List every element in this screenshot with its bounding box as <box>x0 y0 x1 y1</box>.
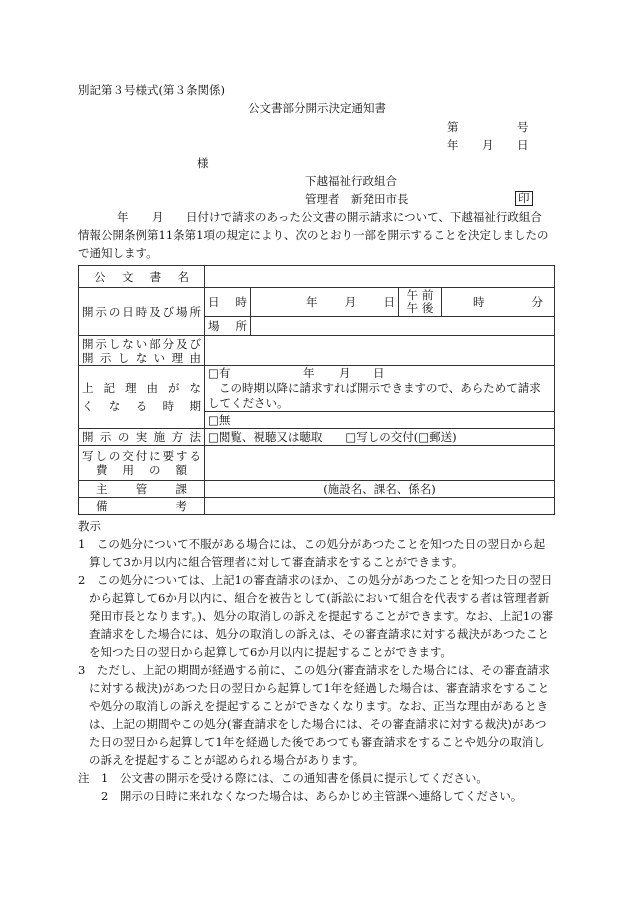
number-label-go: 号 <box>517 120 529 134</box>
datetime-time-field[interactable]: 時 分 <box>442 288 555 317</box>
note-item: 1 公文書の開示を受ける際には、この通知書を係員に提示してください。 <box>101 771 488 785</box>
undisclosed-reason-field[interactable] <box>205 336 555 366</box>
instruction-item: 1 この処分について不服がある場合には、この処分があつたことを知つた日の翌日から起算して3か月以内に組合管理者に対して審査請求をすることができます。 <box>78 537 546 569</box>
reason-end-yes-option[interactable]: □有 年 月 日 この時期以降に請求すれば開示できますので、あらためて請求 してください。 <box>205 366 555 412</box>
instructions-section <box>78 517 554 805</box>
remarks-field[interactable] <box>205 498 555 515</box>
label-remarks: 備考 <box>79 498 205 515</box>
label-copy-cost: 写しの交付に要する 費用の額 <box>79 446 205 481</box>
notes-section <box>78 769 554 805</box>
am-pm-selector[interactable]: 午 前 午 後 <box>399 288 442 317</box>
date-month-label: 月 <box>482 138 494 152</box>
organization-name: 下越福祉行政組合 <box>305 174 397 188</box>
number-label-dai: 第 <box>447 120 459 134</box>
responsible-dept-field[interactable]: (施設名、課名、係名) <box>205 481 555 498</box>
label-datetime-place: 開示の日時及び場所 <box>79 288 205 336</box>
label-place: 場 所 <box>205 317 251 336</box>
intro-line-3: で通知します。 <box>78 246 158 260</box>
label-disclosure-method: 開示の実施方法 <box>79 429 205 446</box>
copy-cost-field[interactable] <box>205 446 555 481</box>
instructions-heading: 教示 <box>78 519 101 533</box>
intro-year: 年 <box>117 210 129 224</box>
date-day-label: 日 <box>517 138 529 152</box>
instruction-item: 3 ただし、上記の期間が経過する前に、この処分(審査請求をした場合には、その審査請求に対する裁決)があつた日の翌日から起算して1年を経過した場合は、審査請求をすることや処分の取消しの訴えを提起することができなくなります。なお、正当な理由があるときは、上記の期間やこの処分(審査請求をした場合には、その審査請求に対する裁決)があつた日の翌日から起算して1年を経過した後であつても審査請求をすることや処分の取消しの訴えを提起することが認められる場合があります。 <box>78 663 550 767</box>
disclosure-method-options[interactable]: □閲覧、視聴又は聴取 □写しの交付(□郵送) <box>205 429 555 446</box>
instruction-item: 2 この処分については、上記1の審査請求のほか、この処分があつたことを知つた日の翌日から起算して6か月以内に、組合を被告として(訴訟において組合を代表する者は管理者新発田市長となります。)、処分の取消しの訴えを提起することができます。なお、上記1の審査請求をした場合には、処分の取消しの訴えは、その審査請求に対する裁決があつたことを知つた日の翌日から起算して6か月以内に提起することができます。 <box>78 573 554 659</box>
label-document-name: 公文書名 <box>79 266 205 288</box>
reason-end-no-option[interactable]: □無 <box>205 412 555 429</box>
intro-line-2: 情報公開条例第11条第1項の規定により、次のとおり一部を開示することを決定しましたの <box>78 228 549 242</box>
intro-line-1: 日付けで請求のあった公文書の開示請求について、下越福祉行政組合 <box>186 210 542 224</box>
label-reason-end-time: 上記理由がな くなる時期 <box>79 366 205 429</box>
place-field[interactable] <box>251 317 555 336</box>
notes-label: 注 <box>78 771 90 785</box>
datetime-date-field[interactable]: 年 月 日 <box>251 288 399 317</box>
label-responsible-dept: 主管課 <box>79 481 205 498</box>
label-datetime: 日 時 <box>205 288 251 317</box>
addressee-suffix: 様 <box>197 156 209 170</box>
intro-month: 月 <box>152 210 164 224</box>
seal-mark: 印 <box>515 191 533 206</box>
document-title: 公文書部分開示決定通知書 <box>248 101 386 115</box>
form-reference: 別記第３号様式(第３条関係) <box>78 83 225 97</box>
label-undisclosed-reason: 開示しない部分及び 開示しない理由 <box>79 336 205 366</box>
note-item: 2 開示の日時に来れなくなつた場合は、あらかじめ主管課へ連絡してください。 <box>101 789 523 803</box>
disclosure-form-table <box>78 265 555 515</box>
document-name-field[interactable] <box>205 266 555 288</box>
administrator-title: 管理者 新発田市長 <box>305 192 409 206</box>
date-year-label: 年 <box>447 138 459 152</box>
